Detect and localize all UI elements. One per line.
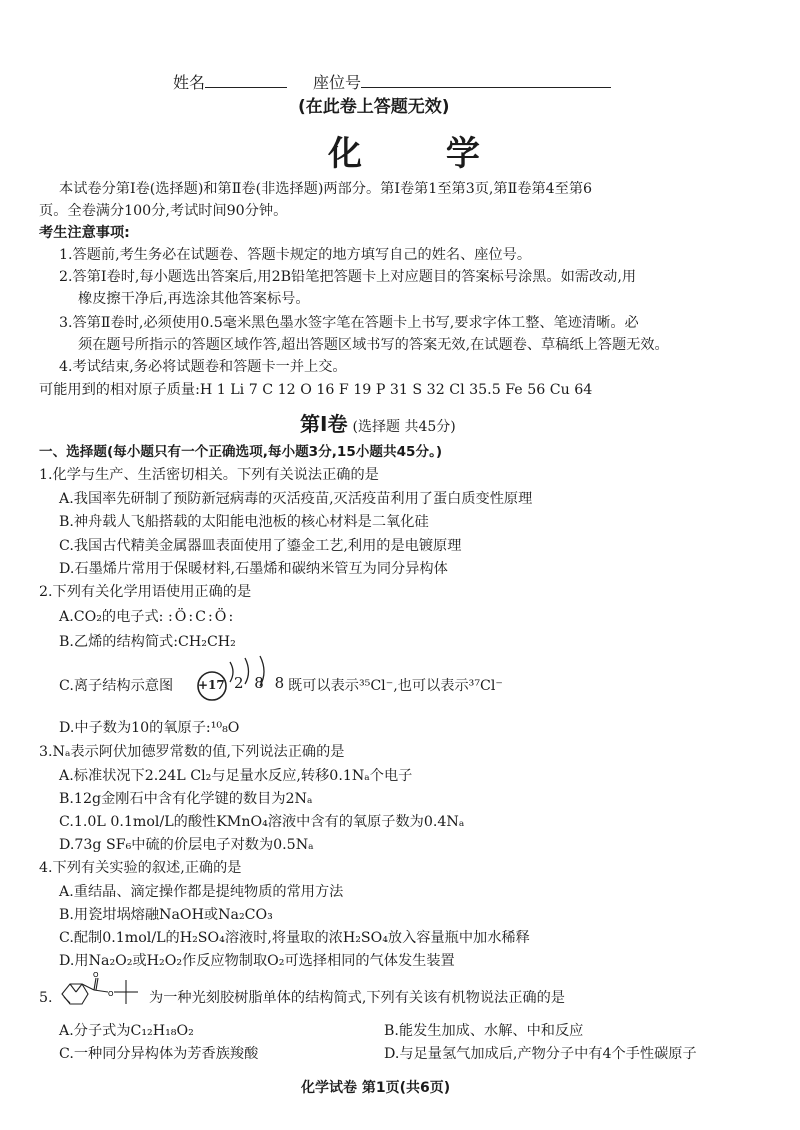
q2-option-a [59, 606, 235, 628]
co2-electron-formula: :Ö:C:Ö: [167, 609, 236, 625]
notice-item-1: 1.答题前,考生务必在试题卷、答题卡规定的地方填写自己的姓名、座位号。 [59, 247, 532, 263]
svg-text:O: O [93, 971, 99, 979]
q5-option-c: C.一种同分异构体为芳香族羧酸 [59, 1046, 259, 1062]
ion-nucleus-charge: +17 [198, 678, 225, 692]
q1-option-d: D.石墨烯片常用于保暖材料,石墨烯和碳纳米管互为同分异构体 [59, 561, 448, 577]
notice-item-3: 3.答第Ⅱ卷时,必须使用0.5毫米黑色墨水签字笔在答题卡上书写,要求字体工整、笔迹清晰。必 [59, 315, 639, 331]
svg-text:O: O [108, 990, 114, 998]
q2-option-d: D.中子数为10的氧原子:¹⁰₈O [59, 720, 240, 736]
q1-option-a: A.我国率先研制了预防新冠病毒的灭活疫苗,灭活疫苗利用了蛋白质变性原理 [59, 491, 533, 507]
section-heading [300, 408, 456, 437]
q3-option-b: B.12g金刚石中含有化学键的数目为2Nₐ [59, 791, 313, 807]
section-subtitle: (选择题 共45分) [352, 419, 456, 435]
notice-item-3-cont: 须在题号所指示的答题区域作答,超出答题区域书写的答案无效,在试题卷、草稿纸上答题无效。 [78, 337, 669, 353]
q5-option-b: B.能发生加成、水解、中和反应 [384, 1023, 584, 1039]
q5-structure-formula [56, 970, 148, 1014]
q1-stem: 1.化学与生产、生活密切相关。下列有关说法正确的是 [39, 467, 379, 483]
q1-option-c: C.我国古代精美金属器皿表面使用了鎏金工艺,利用的是电镀原理 [59, 538, 462, 554]
q2-stem: 2.下列有关化学用语使用正确的是 [39, 584, 252, 600]
q4-option-c: C.配制0.1mol/L的H₂SO₄溶液时,将量取的浓H₂SO₄放入容量瓶中加水稀释 [59, 930, 530, 946]
section-title: 第Ⅰ卷 [300, 412, 348, 436]
q1-option-b: B.神舟载人飞船搭载的太阳能电池板的核心材料是二氧化硅 [59, 514, 429, 530]
q4-option-a: A.重结晶、滴定操作都是提纯物质的常用方法 [59, 884, 344, 900]
notice-heading: 考生注意事项: [39, 225, 130, 241]
q2-option-a-text: A.CO₂的电子式: [59, 609, 164, 625]
q5-option-a: A.分子式为C₁₂H₁₈O₂ [59, 1023, 194, 1039]
q5-option-d: D.与足量氢气加成后,产物分子中有4个手性碳原子 [384, 1046, 697, 1062]
atomic-mass-line: 可能用到的相对原子质量:H 1 Li 7 C 12 O 16 F 19 P 31 S 32 Cl 35.5 Fe 56 Cu 64 [39, 382, 593, 398]
q2-option-c-text: 既可以表示³⁵Cl⁻,也可以表示³⁷Cl⁻ [288, 678, 503, 694]
q3-option-c: C.1.0L 0.1mol/L的酸性KMnO₄溶液中含有的氧原子数为0.4Nₐ [59, 814, 465, 830]
seat-label: 座位号 [313, 73, 362, 92]
intro-line-2: 页。全卷满分100分,考试时间90分钟。 [39, 203, 288, 219]
q4-stem: 4.下列有关实验的叙述,正确的是 [39, 860, 242, 876]
q2-option-c-label: C.离子结构示意图 [59, 678, 174, 694]
notice-item-2-cont: 橡皮擦干净后,再选涂其他答案标号。 [78, 291, 310, 307]
q3-option-d: D.73g SF₆中硫的价层电子对数为0.5Nₐ [59, 837, 314, 853]
seat-blank [361, 70, 611, 88]
ion-shell-electrons: 2 8 8 [234, 674, 288, 692]
invalid-note: (在此卷上答题无效) [298, 97, 450, 117]
page-footer: 化学试卷 第1页(共6页) [301, 1080, 451, 1096]
notice-item-4: 4.考试结束,务必将试题卷和答题卡一并上交。 [59, 359, 347, 375]
seat-field [313, 70, 611, 94]
q5-stem: 为一种光刻胶树脂单体的结构简式,下列有关该有机物说法正确的是 [149, 990, 565, 1006]
name-blank [205, 70, 287, 88]
q4-option-d: D.用Na₂O₂或H₂O₂作反应物制取O₂可选择相同的气体发生装置 [59, 953, 455, 969]
section-instruction: 一、选择题(每小题只有一个正确选项,每小题3分,15小题共45分。) [39, 444, 443, 460]
name-label: 姓名 [173, 73, 206, 92]
q5-number: 5. [39, 990, 53, 1006]
q3-stem: 3.Nₐ表示阿伏加德罗常数的值,下列说法正确的是 [39, 744, 345, 760]
name-field [173, 70, 287, 94]
q2-option-b: B.乙烯的结构简式:CH₂CH₂ [59, 634, 236, 650]
q4-option-b: B.用瓷坩埚熔融NaOH或Na₂CO₃ [59, 907, 273, 923]
q3-option-a: A.标准状况下2.24L Cl₂与足量水反应,转移0.1Nₐ个电子 [59, 768, 413, 784]
page-title: 化 学 [328, 134, 516, 174]
notice-item-2: 2.答第Ⅰ卷时,每小题选出答案后,用2B铅笔把答题卡上对应题目的答案标号涂黑。如需改动,用 [59, 269, 637, 285]
intro-line-1: 本试卷分第Ⅰ卷(选择题)和第Ⅱ卷(非选择题)两部分。第Ⅰ卷第1至第3页,第Ⅱ卷第4至第6 [59, 181, 593, 197]
